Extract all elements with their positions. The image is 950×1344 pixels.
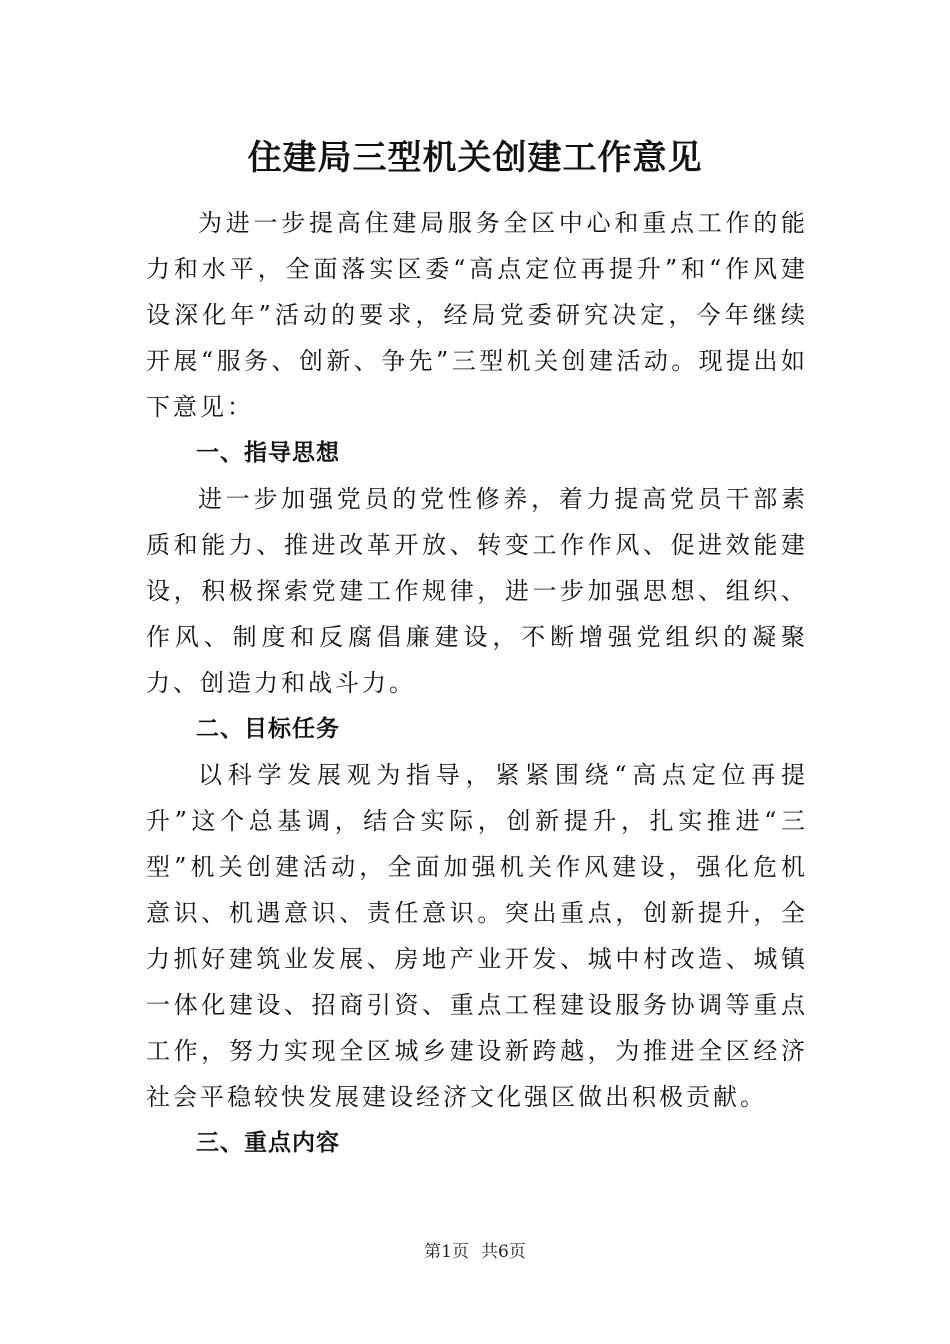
section-heading-guiding-ideology: 一、指导思想 xyxy=(196,440,340,466)
section-heading-key-content: 三、重点内容 xyxy=(196,1130,340,1156)
section-heading-goals-tasks: 二、目标任务 xyxy=(196,716,340,742)
section-paragraph-guiding-ideology: 进一步加强党员的党性修养，着力提高党员干部素质和能力、推进改革开放、转变工作作风、促进效能建设，积极探索党建工作规律，进一步加强思想、组织、作风、制度和反腐倡廉建设，不断增强党组织的凝聚力、创造力和战斗力。 xyxy=(146,485,808,697)
page-number: 第1页 xyxy=(424,1242,469,1262)
page-total: 共6页 xyxy=(481,1242,526,1262)
section-paragraph-goals-tasks: 以科学发展观为指导，紧紧围绕“高点定位再提升”这个总基调，结合实际，创新提升，扎实推进“三型”机关创建活动，全面加强机关作风建设，强化危机意识、机遇意识、责任意识。突出重点，创新提升，全力抓好建筑业发展、房地产业开发、城中村改造、城镇一体化建设、招商引资、重点工程建设服务协调等重点工作，努力实现全区城乡建设新跨越，为推进全区经济社会平稳较快发展建设经济文化强区做出积极贡献。 xyxy=(146,761,808,1111)
page-footer xyxy=(0,1240,950,1264)
document-title: 住建局三型机关创建工作意见 xyxy=(247,138,703,178)
intro-paragraph: 为进一步提高住建局服务全区中心和重点工作的能力和水平，全面落实区委“高点定位再提升”和“作风建设深化年”活动的要求，经局党委研究决定，今年继续开展“服务、创新、争先”三型机关创建活动。现提出如下意见： xyxy=(146,209,808,421)
document-body xyxy=(146,200,808,1166)
